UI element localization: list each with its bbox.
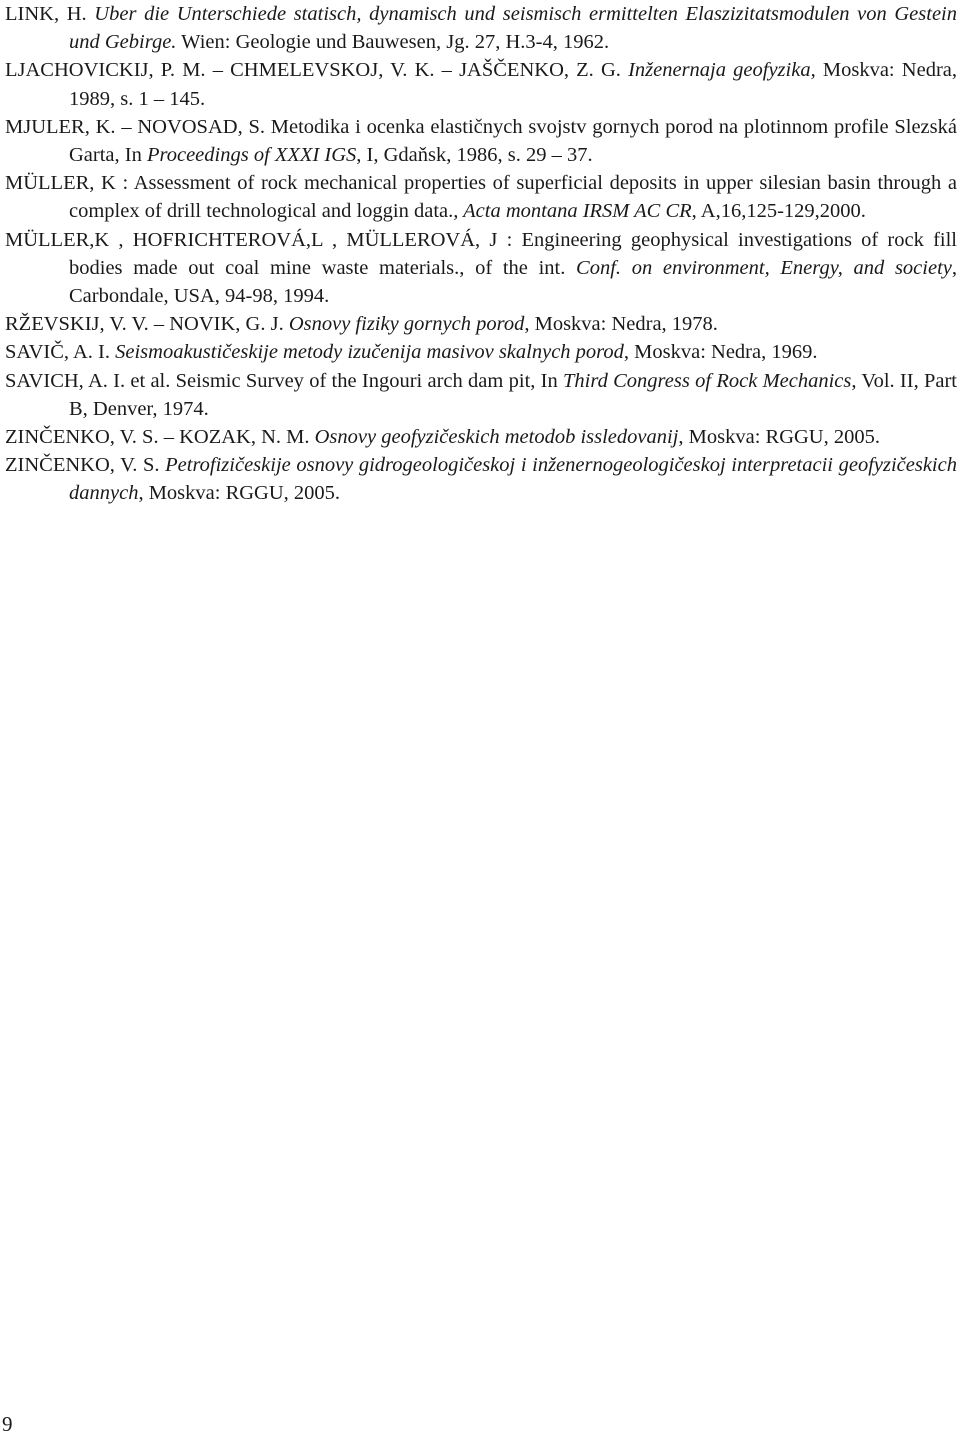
- reference-text: , Vol. II, Part B, Denver, 1974.: [69, 369, 957, 420]
- reference-title: Seismoakustičeskije metody izučenija masivov skalnych porod: [115, 341, 624, 364]
- reference-entry: [5, 367, 957, 423]
- reference-text: MÜLLER,K , HOFRICHTEROVÁ,L , MÜLLEROVÁ, J : Engineering geophysical investigations of rock fill bodies made out coal mine waste materials., of the int.: [5, 228, 957, 279]
- reference-text: Moskva: Nedra, 1989, s. 1 – 145.: [69, 59, 958, 110]
- reference-text: , Moskva: RGGU, 2005.: [678, 426, 880, 449]
- reference-title: Proceedings of XXXI IGS: [146, 144, 357, 167]
- reference-title: Osnovy geofyzičeskich metodob issledovanij: [314, 426, 679, 449]
- reference-text: , Moskva: RGGU, 2005.: [138, 482, 341, 505]
- reference-entry: [5, 169, 957, 225]
- reference-title: Inženernaja geofyzika,: [628, 59, 816, 82]
- reference-entry: [5, 423, 957, 451]
- reference-title: Conf.: [576, 256, 622, 279]
- reference-text: ZINČENKO, V. S.: [5, 454, 166, 477]
- reference-text: , Carbondale, USA, 94-98, 1994.: [69, 256, 957, 308]
- reference-text: SAVICH, A. I. et al. Seismic Survey of the Ingouri arch dam pit, In: [5, 369, 564, 392]
- reference-title: on environment, Energy, and society: [631, 256, 952, 279]
- reference-text: , Moskva: Nedra, 1978.: [524, 313, 718, 336]
- reference-entry: [5, 0, 957, 56]
- reference-list: [5, 0, 957, 508]
- reference-text: , A,16,125-129,2000.: [691, 200, 866, 223]
- reference-text: MJULER, K. – NOVOSAD, S. Metodika i ocenka elastičnych svojstv gornych porod na plotinnom profile Slezská Garta, In: [5, 115, 957, 167]
- reference-text: MÜLLER, K : Assessment of rock mechanical properties of superficial deposits in upper silesian basin through a complex of drill technological and loggin data.: [5, 172, 957, 223]
- reference-title: Osnovy fiziky gornych porod: [288, 313, 525, 336]
- reference-entry: [5, 310, 957, 338]
- reference-text: LINK, H.: [5, 3, 95, 25]
- reference-title: , Acta montana IRSM AC CR: [453, 200, 692, 223]
- reference-title: Third Congress of Rock Mechanics: [563, 369, 852, 392]
- reference-title: Uber die Unterschiede statisch, dynamisch und seismisch ermittelten Elaszizitatsmodulen von Gestein und Gebirge.: [69, 3, 957, 54]
- reference-text: [621, 257, 632, 279]
- reference-entry: [5, 56, 957, 112]
- reference-entry: [5, 226, 957, 311]
- reference-text: RŽEVSKIJ, V. V. – NOVIK, G. J.: [5, 313, 289, 336]
- reference-text: Wien: Geologie und Bauwesen, Jg. 27, H.3-4, 1962.: [176, 31, 610, 54]
- reference-entry: [5, 451, 957, 507]
- reference-text: SAVIČ, A. I.: [5, 341, 116, 364]
- reference-title: Petrofizičeskije osnovy gidrogeologičeskoj i inženernogeologičeskoj interpretacii geofyzičeskich dannych: [69, 454, 957, 505]
- reference-entry: [5, 113, 957, 169]
- reference-text: LJACHOVICKIJ, P. M. – CHMELEVSKOJ, V. K. – JAŠČENKO, Z. G.: [5, 59, 629, 82]
- page-number: 9: [2, 1412, 13, 1436]
- reference-text: , I, Gdaňsk, 1986, s. 29 – 37.: [356, 144, 593, 167]
- reference-text: ZINČENKO, V. S. – KOZAK, N. M.: [5, 426, 315, 449]
- reference-entry: [5, 338, 957, 366]
- reference-text: , Moskva: Nedra, 1969.: [623, 341, 818, 364]
